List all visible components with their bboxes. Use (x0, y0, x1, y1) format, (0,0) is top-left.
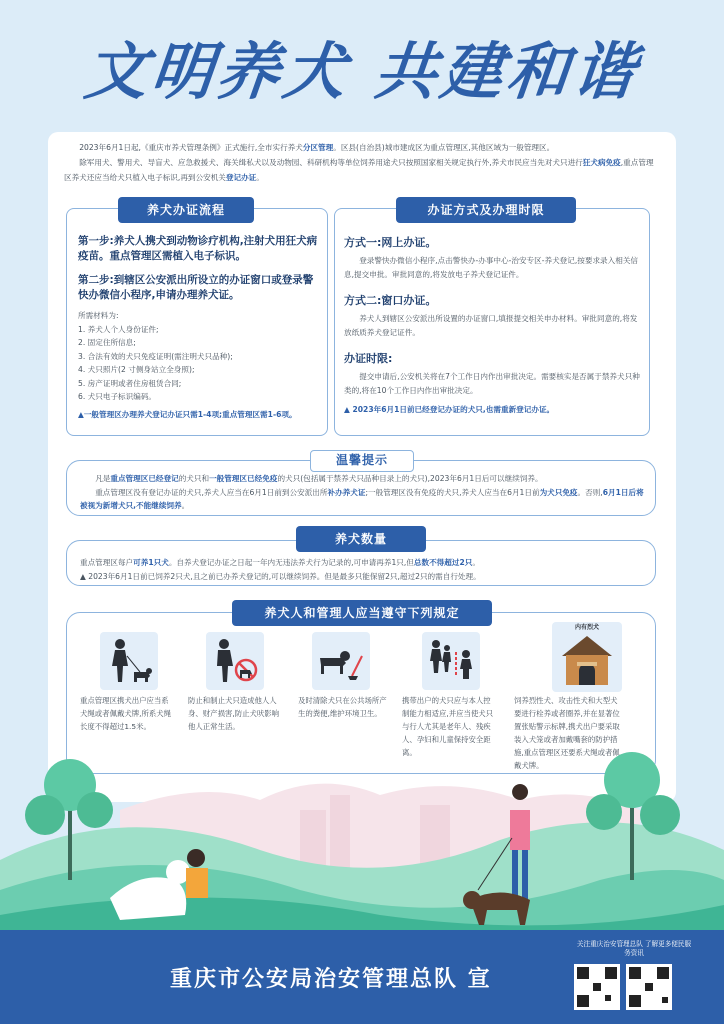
tips-paragraph-2: 重点管理区没有登记办证的犬只,养犬人应当在6月1日前到公安派出所补办养犬证;一般管理区没有免疫的犬只,养犬人应当在6月1日前为犬只免疫。否则,6月1日后将被视为新增犬只,不能继续饲养。 (80, 487, 644, 510)
quantity-paragraph-1: 重点管理区每户可养1只犬。自养犬登记办证之日起一年内无违法养犬行为记录的,可申请再养1只,但总数不得超过2只。 (80, 558, 480, 567)
materials-item: 5. 房产证明或者住房租赁合同; (78, 378, 182, 388)
dog-kennel-icon (552, 622, 622, 692)
methods-note: ▲ 2023年6月1日前已经登记办证的犬只,也需重新登记办证。 (344, 405, 555, 414)
way2-body: 养犬人到辖区公安派出所设置的办证窗口,填报提交相关申办材料。审批同意的,将发放纸质养犬登记证件。 (344, 314, 638, 337)
process-title: 养犬办证流程 (118, 197, 254, 223)
materials-title: 所需材料为: (78, 311, 119, 320)
methods-content (344, 234, 642, 415)
qr-code-left[interactable] (574, 964, 620, 1010)
person-walking-dog-icon (100, 632, 158, 690)
qr-code-right[interactable] (626, 964, 672, 1010)
way1-body: 登录警快办微信小程序,点击警快办-办事中心-治安专区-养犬登记,按要求录入相关信息,提交申批。审批同意的,将发放电子养犬登记证件。 (344, 256, 639, 279)
process-note: ▲一般管理区办理养犬登记办证只需1-4项;重点管理区需1-6项。 (78, 409, 297, 419)
tips-content (80, 472, 644, 513)
materials-item: 1. 养犬人个人身份证件; (78, 324, 159, 334)
time-title: 办证时限: (344, 352, 393, 365)
quantity-title: 养犬数量 (296, 526, 426, 552)
way1-title: 方式一:网上办证。 (344, 236, 437, 249)
intro-paragraph-2: 除军用犬、警用犬、导盲犬、应急救援犬、海关缉私犬以及动物园、科研机构等单位饲养用途犬只按照国家相关规定执行外,养犬市民应当先对犬只进行狂犬病免疫,重点管理区养犬还应当给犬只植入电子标识,再到公安机关登记办证。 (64, 158, 654, 182)
intro-text (64, 140, 660, 185)
publisher-name: 重庆市公安局治安管理总队 宣 (170, 967, 492, 992)
process-step-1: 第一步:养犬人携犬到动物诊疗机构,注射犬用狂犬病疫苗。重点管理区需植入电子标识。 (78, 235, 318, 262)
tips-paragraph-1: 凡是重点管理区已经登记的犬只和一般管理区已经免疫的犬只(包括属于禁养犬只品种目录上的犬只),2023年6月1日后可以继续饲养。 (95, 474, 543, 483)
page-title: 文明养犬 共建和谐 (81, 35, 643, 108)
methods-title: 办证方式及办理时限 (396, 197, 576, 223)
rule-text: 及时清除犬只在公共场所产生的粪便,维护环境卫生。 (298, 696, 387, 718)
rule-text: 携带出户的犬只应与本人控制能力相适应,并应当使犬只与行人尤其是老年人、残疾人、孕妇和儿童保持安全距离。 (402, 696, 494, 757)
intro-paragraph-1: 2023年6月1日起,《重庆市养犬管理条例》正式施行,全市实行养犬分区管理。区县(自治县)城市建成区为重点管理区,其他区域为一般管理区。 (79, 143, 555, 152)
materials-item: 6. 犬只电子标识编码。 (78, 392, 157, 401)
rule-text: 饲养烈性犬、攻击性犬和大型犬要进行栓养或者圈养,并在显著位置张贴警示标牌,携犬出户要采取装入犬笼或者加戴嘴套的防护措施,重点管理区还要系犬绳或者佩戴犬牌。 (514, 696, 620, 770)
rule-text: 防止和制止犬只造成他人人身、财产损害,防止犬吠影响他人正常生活。 (188, 696, 280, 731)
landscape-illustration (0, 740, 724, 940)
quantity-paragraph-2: ▲ 2023年6月1日前已饲养2只犬,且之前已办养犬登记的,可以继续饲养。但是最多只能保留2只,超过2只的需自行处理。 (80, 571, 481, 581)
qr-caption: 关注重庆治安管理总队 了解更多便民服务资讯 (576, 940, 692, 957)
quantity-content (80, 556, 644, 583)
kennel-warning-sign: 内有烈犬 (574, 624, 599, 631)
rule-text: 重点管理区携犬出户应当系犬绳或者佩戴犬牌,所系犬绳长度不得超过1.5米。 (80, 696, 172, 731)
rules-title: 养犬人和管理人应当遵守下列规定 (232, 600, 492, 626)
no-harm-icon (206, 632, 264, 690)
way2-title: 方式二:窗口办证。 (344, 294, 437, 307)
keep-distance-icon (422, 632, 480, 690)
materials-item: 3. 合法有效的犬只免疫证明(需注明犬只品种); (78, 351, 233, 361)
materials-item: 4. 犬只照片(2 寸侧身站立全身照); (78, 365, 195, 374)
materials-item: 2. 固定住所信息; (78, 338, 136, 347)
process-step-2: 第二步:到辖区公安派出所设立的办证窗口或登录警快办微信小程序,申请办理养犬证。 (78, 274, 314, 301)
tips-title: 温馨提示 (310, 450, 414, 472)
time-body: 提交申请后,公安机关将在7个工作日内作出审批决定。需要核实是否属于禁养犬只种类的,将在10个工作日内作出审批决定。 (344, 372, 640, 395)
clean-feces-icon (312, 632, 370, 690)
process-content (78, 234, 322, 420)
